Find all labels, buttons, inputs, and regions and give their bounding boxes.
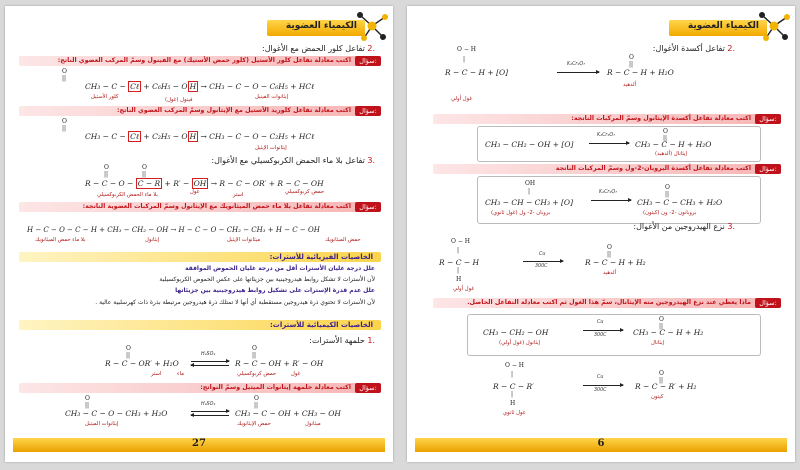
catalyst-label: H₂SO₄ <box>201 352 216 357</box>
label-ethanoic-acid: حمض الإيثانويك <box>237 421 271 427</box>
question-banner-3: سؤال: اكتب معادلة تفاعل بلا ماء حمض الميثانويك مع الإيثانول وسمّ المركبات العضوية الناتجة: <box>19 202 381 212</box>
reaction-arrow <box>583 330 623 331</box>
answer-boiling-point: لأن الأسترات لا تشكل روابط هيدروجينية بين جزيئاتها على عكس الحموض الكربوكسيلية <box>159 276 375 283</box>
double-bond-o: O || <box>659 370 664 384</box>
label-primary-alcohol: غول أولي <box>453 286 475 292</box>
label-ethanal: إيثانال (ألدهيد) <box>655 151 687 157</box>
header-band <box>669 20 767 36</box>
catalyst-label: H₂SO₄ <box>201 402 216 407</box>
label-methanoic-anhydride: بلا ماء حمض الميثانويك <box>35 237 86 243</box>
footer-band <box>415 438 787 452</box>
equation-methyl-ethanoate-hydrolysis: CH₃ − C − O − CH₃ + H₂O <box>65 409 168 418</box>
question-banner-2: سؤال: اكتب معادلة تفاعل أكسدة البروبان-2-ول وسمّ المركبات الناتجة <box>433 164 781 174</box>
reaction-arrow <box>591 200 631 201</box>
question-hydrogen-bonds: علل عدم قدرة الإسترات على تشكيل روابط هيدروجينية بين جزيئاتها <box>175 287 375 294</box>
equilibrium-arrow-back <box>191 415 229 416</box>
temperature-label: 300C <box>535 264 548 269</box>
header-band <box>267 20 365 36</box>
reaction-arrow <box>557 72 599 73</box>
bond-vertical: | <box>511 371 514 378</box>
catalyst-label: Cu <box>539 252 546 257</box>
bond-vertical: | <box>528 188 531 195</box>
label-carboxylic-acid: حمض كربوكسيلي <box>285 189 325 195</box>
header-title: الكيمياء العضوية <box>687 21 759 31</box>
double-bond-o: O || <box>142 164 147 178</box>
catalyst-label: Cu <box>597 375 604 380</box>
double-bond-o: O || <box>85 395 90 409</box>
question-banner-1 <box>19 56 381 66</box>
equilibrium-arrow <box>191 361 229 362</box>
label-ethyl-ethanoate: إيثانوات الإيثيل <box>255 145 287 151</box>
molecule-logo-icon <box>355 9 389 43</box>
physical-properties-title: الخاصيات الفيزيائية للأسترات: <box>19 252 381 262</box>
label-methanol: ميثانول <box>305 421 321 427</box>
equation-primary-oxidation: R − C − H + [O] <box>445 68 509 77</box>
double-bond-o: O || <box>62 68 67 82</box>
hydroxyl-top: O − H <box>451 238 470 245</box>
reaction-arrow <box>583 385 623 386</box>
label-carboxylic-acid: حمض كربوكسيلي <box>237 371 277 377</box>
bond-vertical: | <box>457 247 460 254</box>
label-anhydride: بلا ماء الحمض الكربوكسيلي <box>97 192 158 198</box>
equilibrium-arrow-back <box>191 365 229 366</box>
question-text: اكتب معادلة تفاعل كلور الأستيل (كلور حمض الأستيك) مع الفينول وسمّ المركب العضوي الناتج: <box>57 57 351 64</box>
section-anhydride: .3 تفاعل بلا ماء الحمض الكربوكسيلي مع الأغوال: <box>211 156 375 165</box>
reaction-arrow <box>589 143 629 144</box>
equation-propanol-oxidation: CH₃ − CH − CH₃ + [O] <box>485 198 574 207</box>
page-left <box>5 6 393 462</box>
page-number: 6 <box>597 438 605 449</box>
double-bond-o: O || <box>104 164 109 178</box>
label-methanoic-acid: حمض الميثانويك <box>325 237 361 243</box>
bond-vertical: | <box>511 391 514 398</box>
header-title: الكيمياء العضوية <box>285 21 357 31</box>
equation-ethanol-oxidation: CH₃ − CH₂ − OH + [O] <box>485 140 574 149</box>
bond-vertical: | <box>463 56 466 63</box>
equation-acetyl-ethanol: CH₃ − C − Cℓ + C₂H₅ − O H → CH₃ − C − O − C₂H₅ + HCℓ <box>85 132 315 141</box>
double-bond-o: O || <box>62 118 67 132</box>
molecule-logo-icon <box>757 9 791 43</box>
label-secondary-alcohol: غول ثانوي <box>503 410 526 416</box>
boxed-cl: Cℓ <box>130 82 140 91</box>
reaction-arrow <box>523 261 563 262</box>
equation-ester-hydrolysis-products: R − C − OH + R′ − OH <box>235 359 324 368</box>
hydrogen-bottom: H <box>456 276 462 283</box>
section-dehydrogenation: .3 نزع الهيدروجين من الأغوال: <box>633 222 735 231</box>
equation-secondary-dehydrogenation-products: R − C − R′ + H₂ <box>635 382 697 391</box>
hydrogen-bottom: H <box>510 400 516 407</box>
section-hydrolysis: .1 حلمهة الأسترات: <box>309 336 375 345</box>
label-primary-alcohol: غول أولي <box>451 96 473 102</box>
equation-methanoic-anhydride: H − C − O − C − H + CH₃ − CH₂ − OH → H − C − O − CH₂ − CH₃ + H − C − OH <box>27 226 320 234</box>
label-propan-2-ol: بروبان -2- ول (غول ثانوي) <box>491 210 551 216</box>
double-bond-o: O || <box>254 395 259 409</box>
hydroxyl-top: O − H <box>457 46 476 53</box>
question-banner-4: سؤال: اكتب معادلة حلمهة إيثانوات الميتيل وسمّ النواتج: <box>19 383 381 393</box>
footer-band <box>13 438 385 452</box>
label-phenyl-ethanoate: إيثانوات الفينيل <box>255 94 289 100</box>
equation-anhydride-alcohol: R − C − O − C − R + R′ − OH → R − C − OR′ + R − C − OH <box>85 179 324 188</box>
page-number: 27 <box>192 438 206 449</box>
equation-primary-dehydrogenation-products: R − C − H + H₂ <box>585 258 646 267</box>
question-banner-2: سؤال: اكتب معادلة تفاعل كلوريد الأستيل مع الإيثانول وسمّ المركب العضوي الناتج: <box>19 106 381 116</box>
double-bond-o: O || <box>126 345 131 359</box>
oxidant-label: K₂Cr₂O₇ <box>567 62 586 67</box>
section-alcohol-oxidation: .2 تفاعل أكسدة الأغوال: <box>652 44 735 53</box>
label-ketone: كيتون <box>651 394 664 400</box>
label-ethyl-methanoate: ميثانوات الإيثيل <box>227 237 261 243</box>
label-alcohol: غول <box>190 189 200 195</box>
equation-methyl-ethanoate-products: CH₃ − C − OH + CH₃ − OH <box>235 409 341 418</box>
temperature-label: 300C <box>594 388 607 393</box>
question-banner-1: سؤال: اكتب معادلة تفاعل أكسدة الإيثانول وسمّ المركبات الناتجة: <box>433 114 781 124</box>
equation-primary-oxidation-products: R − C − H + H₂O <box>607 68 674 77</box>
equation-acetyl-phenol: CH₃ − C − Cℓ + C₆H₅ − O H → CH₃ − C − O − C₆H₅ + HCℓ <box>85 82 315 91</box>
equation-propanol-oxidation-products: CH₃ − C − CH₃ + H₂O <box>637 198 723 207</box>
equation-ethanol-oxidation-products: CH₃ − C − H + H₂O <box>635 140 712 149</box>
double-bond-o: O || <box>665 184 670 198</box>
boxed-h: H <box>189 82 197 91</box>
page-right <box>407 6 795 462</box>
label-alcohol: غول <box>291 371 301 377</box>
label-propanone: بروبانون -2- ون (كيتون) <box>643 210 697 216</box>
oxidant-label: K₂Cr₂O₇ <box>597 133 616 138</box>
label-aldehyde: ألدهيد <box>603 270 617 276</box>
equation-primary-dehydrogenation: R − C − H <box>439 258 480 267</box>
label-ethanol: إيثانول <box>145 237 160 243</box>
chemical-properties-title: الخاصيات الكيميائية للأسترات: <box>19 320 381 330</box>
hydroxyl-top: O − H <box>505 362 524 369</box>
section-acyl-chloride: .2 تفاعل كلور الحمض مع الأغوال: <box>262 44 375 53</box>
label-ester: استر <box>151 371 162 377</box>
label-ester: استر <box>233 192 244 198</box>
equation-ester-hydrolysis: R − C − OR′ + H₂O <box>105 359 179 368</box>
question-badge: سؤال: <box>355 56 381 66</box>
label-methyl-ethanoate: إيثانوات الميتيل <box>85 421 119 427</box>
catalyst-label: Cu <box>597 320 604 325</box>
question-banner-3: سؤال: ماذا يعطي عند نزع الهيدروجين منه الإيثانال، سمّ هذا الغول ثم اكتب معادلة التفاعل الحاصل. <box>433 298 781 308</box>
question-boiling-point: علل درجة غليان الأسترات أقل من درجة غليان الحموض الموافقة <box>185 265 375 272</box>
equation-ethanol-dehydrogenation-products: CH₃ − C − H + H₂ <box>633 328 704 337</box>
label-ethanol: إيثانول (غول أولي) <box>499 340 541 346</box>
label-acetyl-chloride: كلور الأستيل <box>91 94 119 100</box>
oxidant-label: K₂Cr₂O₇ <box>599 190 618 195</box>
answer-hydrogen-bonds: لأن الأسترات لا تحتوي ذرة هيدروجين مستقطبة أي أنها لا تمتلك ذرة هيدروجين مرتبطة بذرة ذات كهرسلبية عالية . <box>95 299 375 306</box>
double-bond-o: O || <box>607 244 612 258</box>
equation-ethanol-dehydrogenation: CH₃ − CH₂ − OH <box>483 328 549 337</box>
equation-secondary-dehydrogenation: R − C − R′ <box>493 382 534 391</box>
label-ethanal: إيثانال <box>651 340 665 346</box>
double-bond-o: O || <box>629 54 634 68</box>
label-aldehyde: ألدهيد <box>623 82 637 88</box>
double-bond-o: O || <box>659 316 664 330</box>
label-phenol: فينول (غول) <box>165 97 193 103</box>
bond-vertical: | <box>457 267 460 274</box>
hydroxyl-top: OH <box>525 180 536 187</box>
double-bond-o: O || <box>252 345 257 359</box>
label-water: ماء <box>177 371 184 377</box>
equilibrium-arrow <box>191 411 229 412</box>
double-bond-o: O || <box>663 128 668 142</box>
temperature-label: 300C <box>594 333 607 338</box>
